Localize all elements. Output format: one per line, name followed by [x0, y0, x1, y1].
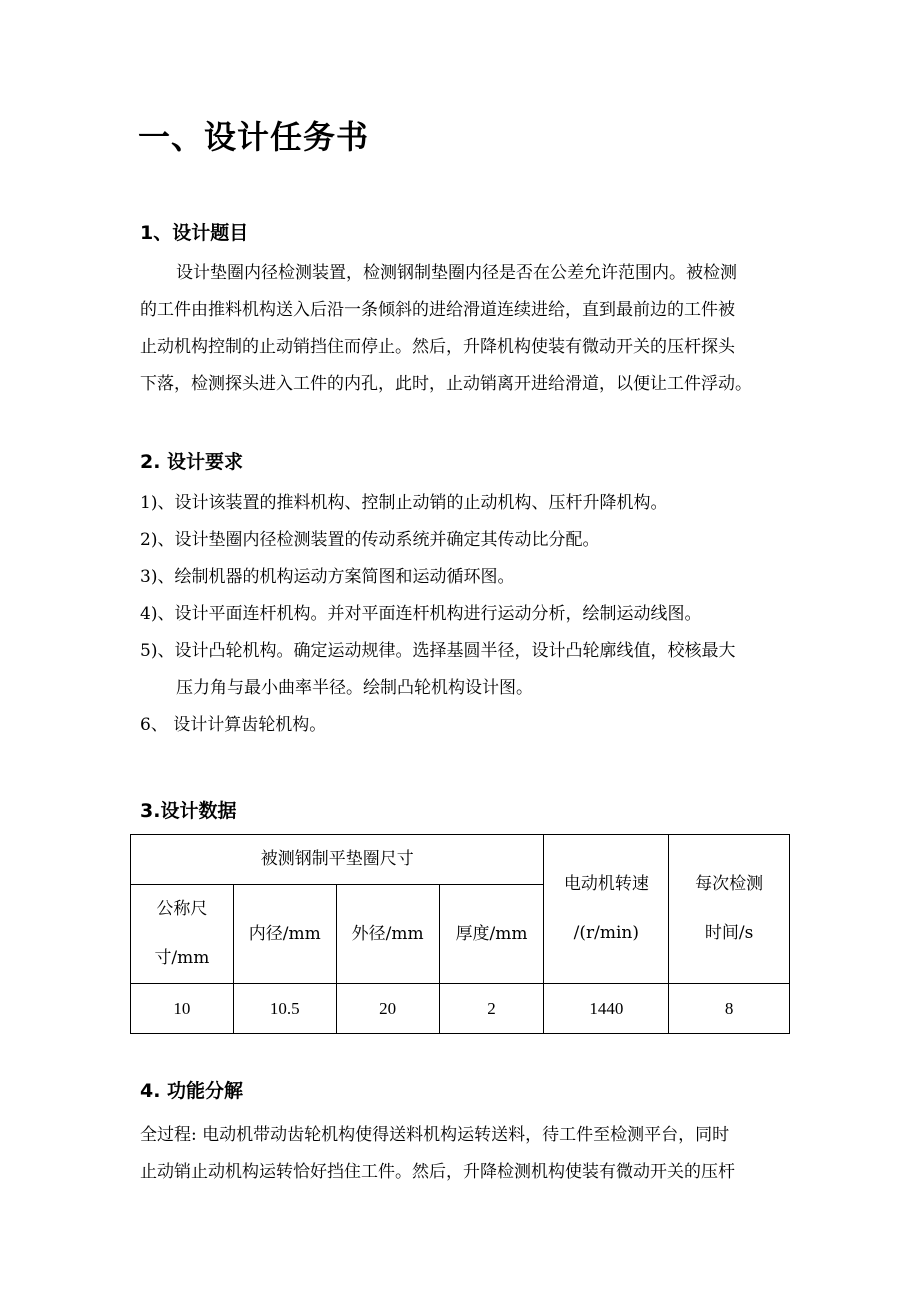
list-item: 6、 设计计算齿轮机构。: [140, 715, 327, 735]
nominal-size-header: 公称尺 寸/mm: [131, 885, 234, 984]
table-cell: 8: [669, 984, 790, 1034]
washer-size-group-header: 被测钢制平垫圈尺寸: [131, 835, 544, 885]
list-item: [140, 633, 786, 707]
list-item-continuation: 压力角与最小曲率半径。绘制凸轮机构设计图。: [176, 678, 533, 698]
thickness-header: 厚度/mm: [439, 885, 544, 984]
paragraph-line: 下落，检测探头进入工件的内孔，此时，止动销离开进给滑道，以便让工件浮动。: [140, 374, 752, 394]
paragraph-line: 止动机构控制的止动销挡住而停止。然后，升降机构使装有微动开关的压杆探头: [140, 337, 735, 357]
section-1-paragraph: [140, 255, 786, 403]
paragraph-line: 设计垫圈内径检测装置，检测钢制垫圈内径是否在公差允许范围内。被检测: [176, 263, 737, 283]
list-item: 2)、设计垫圈内径检测装置的传动系统并确定其传动比分配。: [140, 530, 600, 550]
page-title: 一、设计任务书: [138, 118, 370, 156]
section-3-heading: 3.设计数据: [140, 800, 237, 822]
paragraph-line: 全过程: 电动机带动齿轮机构使得送料机构运转送料，待工件至检测平台，同时: [140, 1125, 730, 1145]
section-4-heading: 4. 功能分解: [140, 1080, 244, 1102]
section-4-paragraph: [140, 1117, 786, 1191]
table-cell: 2: [439, 984, 544, 1034]
detection-time-header: 每次检测 时间/s: [669, 835, 790, 984]
inner-diameter-header: 内径/mm: [233, 885, 336, 984]
motor-speed-header: 电动机转速 /(r/min): [544, 835, 669, 984]
table-cell: 10.5: [233, 984, 336, 1034]
table-cell: 1440: [544, 984, 669, 1034]
outer-diameter-header: 外径/mm: [336, 885, 439, 984]
section-2-heading: 2. 设计要求: [140, 451, 244, 473]
table-cell: 20: [336, 984, 439, 1034]
list-item: 1)、设计该装置的推料机构、控制止动销的止动机构、压杆升降机构。: [140, 493, 668, 513]
design-data-table: [130, 834, 790, 1034]
table-cell: 10: [131, 984, 234, 1034]
paragraph-line: 止动销止动机构运转恰好挡住工件。然后，升降检测机构使装有微动开关的压杆: [140, 1162, 735, 1182]
list-item: 4)、设计平面连杆机构。并对平面连杆机构进行运动分析，绘制运动线图。: [140, 604, 702, 624]
table-header-row: [131, 835, 790, 885]
list-item-text: 5)、设计凸轮机构。确定运动规律。选择基圆半径，设计凸轮廓线值，校核最大: [140, 641, 736, 661]
requirements-list: [140, 485, 786, 744]
list-item: 3)、绘制机器的机构运动方案简图和运动循环图。: [140, 567, 515, 587]
section-1-heading: 1、设计题目: [140, 222, 249, 244]
table-row: [131, 984, 790, 1034]
paragraph-line: 的工件由推料机构送入后沿一条倾斜的进给滑道连续进给，直到最前边的工件被: [140, 300, 735, 320]
